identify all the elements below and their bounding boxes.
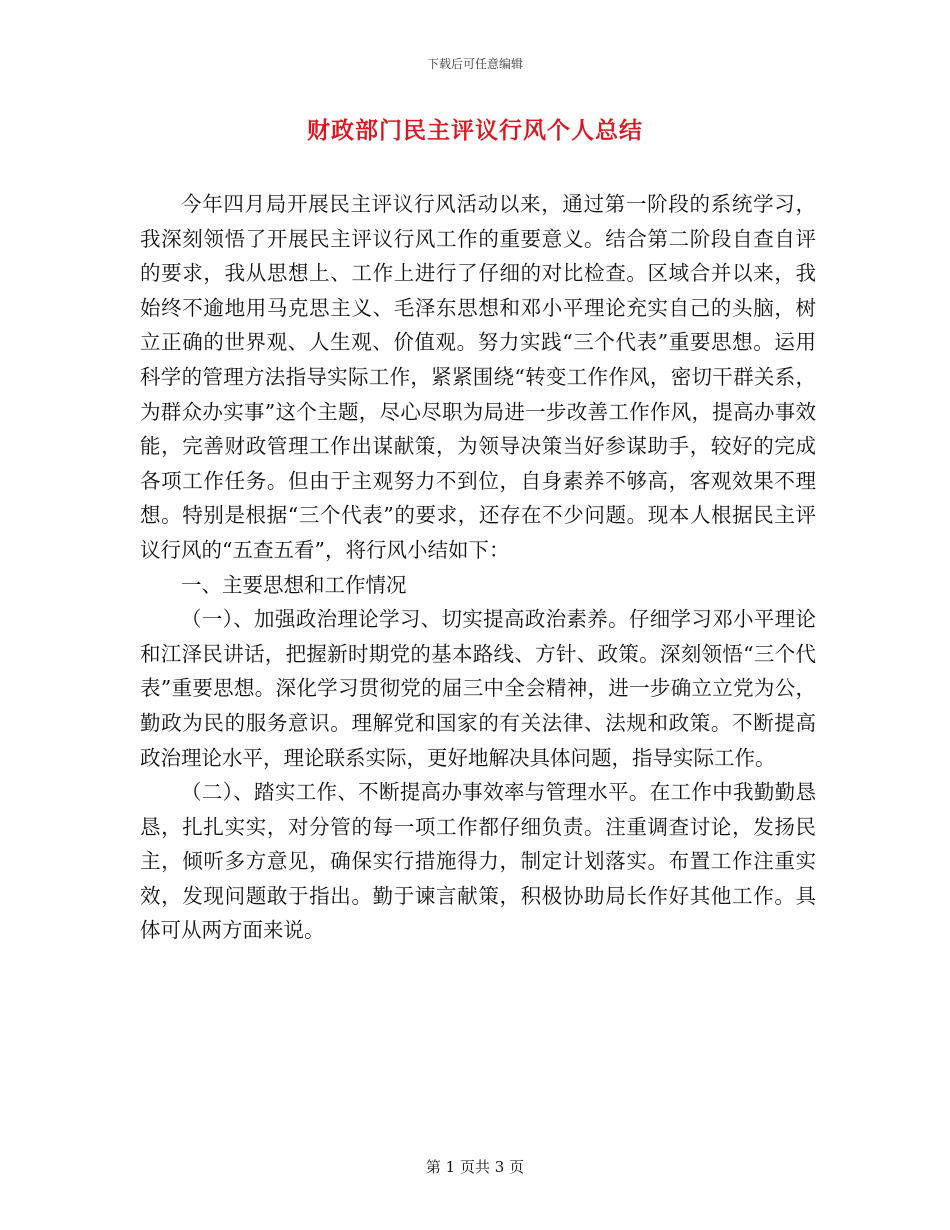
page-number-footer: 第 1 页共 3 页 bbox=[425, 1158, 525, 1176]
paragraph-work-efficiency: （二）、踏实工作、不断提高办事效率与管理水平。在工作中我勤勤恳恳，扎扎实实，对分管的每一项工作都仔细负责。注重调查讨论，发扬民主，倾听多方意见，确保实行措施得力，制定计划落实。布置工作注重实效，发现问题敢于指出。勤于谏言献策，积极协助局长作好其他工作。具体可从两方面来说。 bbox=[140, 780, 816, 943]
paragraph-political-study: （一）、加强政治理论学习、切实提高政治素养。仔细学习邓小平理论和江泽民讲话，把握新时期党的基本路线、方针、政策。深刻领悟“三个代表”重要思想。深化学习贯彻党的届三中全会精神，进一步确立立党为公，勤政为民的服务意识。理解党和国家的有关法律、法规和政策。不断提高政治理论水平，理论联系实际，更好地解决具体问题，指导实际工作。 bbox=[140, 607, 816, 770]
document-title: 财政部门民主评议行风个人总结 bbox=[307, 117, 643, 144]
header-note: 下载后可任意编辑 bbox=[426, 57, 523, 71]
section-heading-main-work: 一、主要思想和工作情况 bbox=[181, 572, 407, 597]
paragraph-intro: 今年四月局开展民主评议行风活动以来，通过第一阶段的系统学习，我深刻领悟了开展民主评议行风工作的重要意义。结合第二阶段自查自评的要求，我从思想上、工作上进行了仔细的对比检查。区域合并以来，我始终不逾地用马克思主义、毛泽东思想和邓小平理论充实自己的头脑，树立正确的世界观、人生观、价值观。努力实践“三个代表”重要思想。运用科学的管理方法指导实际工作，紧紧围绕“转变工作作风，密切干群关系，为群众办实事”这个主题，尽心尽职为局进一步改善工作作风，提高办事效能，完善财政管理工作出谋献策，为领导决策当好参谋助手，较好的完成各项工作任务。但由于主观努力不到位，自身素养不够高，客观效果不理想。特别是根据“三个代表”的要求，还存在不少问题。现本人根据民主评议行风的“五查五看”，将行风小结如下： bbox=[140, 192, 816, 562]
document-body bbox=[140, 187, 816, 948]
